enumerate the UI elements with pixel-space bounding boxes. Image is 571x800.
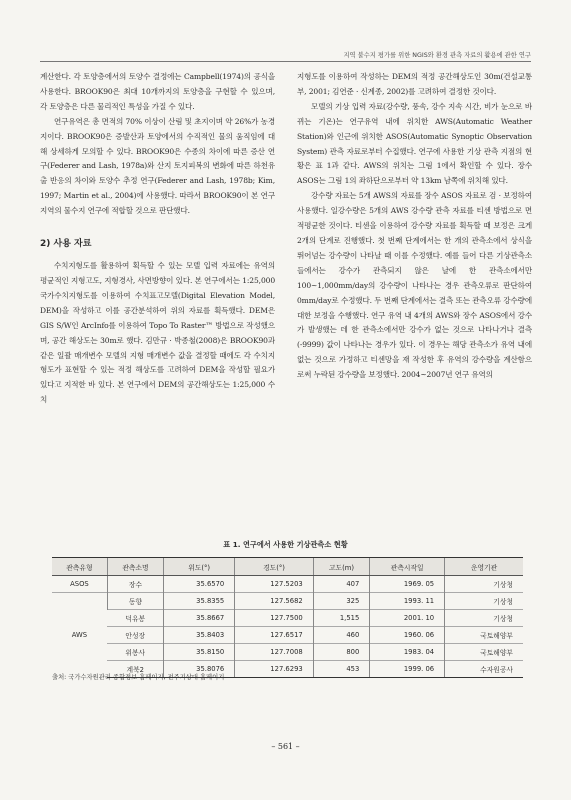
column-header: 운영기관	[445, 558, 523, 576]
paragraph: 모델의 기상 입력 자료(강수량, 풍속, 강수 지속 시간, 비가 눈으로 바뀌는 기온)는 연구유역 내에 위치한 AWS(Automatic Weather Station)와 인근에 위치한 ASOS(Automatic Synoptic Observation System) 관측 자료로부터 수집했다. 연구에 사용한 기상 관측 지점의 현황은 표 1과 같다. AWS의 위치는 그림 1에서 확인할 수 있다. 장수 ASOS는 그림 1의 좌하단으로부터 약 13km 남쪽에 위치해 있다.	[297, 101, 532, 186]
cell-lat: 35.8150	[164, 644, 235, 661]
cell-start: 1960. 06	[370, 627, 445, 644]
cell-agency: 기상청	[445, 576, 523, 593]
paragraph: 계산한다. 각 토양층에서의 토양수 결정에는 Campbell(1974)의 공식을 사용한다. BROOK90은 최대 10개까지의 토양층을 구현할 수 있으며, 각 토양층은 다른 물리적인 특성을 가질 수 있다.	[40, 72, 275, 111]
header-rule	[40, 61, 531, 62]
cell-lat: 35.6570	[164, 576, 235, 593]
cell-name: 장수	[107, 576, 163, 593]
column-header: 관측유형	[52, 558, 107, 576]
cell-start: 1969. 05	[370, 576, 445, 593]
cell-lat: 35.8403	[164, 627, 235, 644]
left-column	[40, 70, 275, 408]
cell-alt: 407	[313, 576, 370, 593]
cell-lon: 127.7008	[235, 644, 313, 661]
cell-name: 덕유봉	[107, 610, 163, 627]
cell-alt: 800	[313, 644, 370, 661]
paragraph: 수치지형도를 활용하여 획득할 수 있는 모델 입력 자료에는 유역의 평균적인 지형고도, 지형경사, 사면방향이 있다. 본 연구에서는 1:25,000 국가수치지형도를 이용하여 수치표고모델(Digital Elevation Model, DEM)을 작성하고 이를 공간분석하여 위의 자료를 획득했다. DEM은 GIS S/W인 ArcInfo를 이용하여 Topo To Raster™ 방법으로 작성했으며, 공간 해상도는 30m로 했다. 김만규 · 박종철(2008)은 BROOK90과 같은 일괄 매개변수 모델의 지형 매개변수 값을 결정할 때에도 각 수치지형도가 표현할 수 있는 적정 해상도를 고려하여 DEM을 작성할 필요가 있다고 지적한 바 있다. 본 연구에서 DEM의 공간해상도는 1:25,000 수치	[40, 261, 275, 405]
column-header: 관측소명	[107, 558, 163, 576]
cell-agency: 국토해양부	[445, 644, 523, 661]
table-row	[52, 593, 523, 610]
cell-lon: 127.7500	[235, 610, 313, 627]
cell-name: 계북2	[107, 661, 163, 678]
table-row	[52, 627, 523, 644]
cell-lat: 35.8076	[164, 661, 235, 678]
cell-alt: 460	[313, 627, 370, 644]
cell-lon: 127.5203	[235, 576, 313, 593]
column-header: 관측시작일	[370, 558, 445, 576]
cell-alt: 1,515	[313, 610, 370, 627]
table-row	[52, 644, 523, 661]
cell-name: 위봉사	[107, 644, 163, 661]
column-header: 경도(°)	[235, 558, 313, 576]
cell-lat: 35.8355	[164, 593, 235, 610]
cell-type: AWS	[52, 593, 107, 678]
cell-agency: 기상청	[445, 593, 523, 610]
cell-start: 1983. 04	[370, 644, 445, 661]
cell-start: 1999. 06	[370, 661, 445, 678]
table-row	[52, 576, 523, 593]
cell-start: 2001. 10	[370, 610, 445, 627]
cell-agency: 수자원공사	[445, 661, 523, 678]
table-title: 표 1. 연구에서 사용한 기상관측소 현황	[223, 540, 348, 549]
section-heading: 2) 사용 자료	[40, 239, 92, 250]
cell-alt: 453	[313, 661, 370, 678]
table-row	[52, 610, 523, 627]
paragraph: 강수량 자료는 5개 AWS의 자료를 장수 ASOS 자료로 검 · 보정하여 사용했다. 일강수량은 5개의 AWS 강수량 관측 자료를 티센 방법으로 면적평균한 것이다. 티센을 이용하여 강수량 자료를 획득할 때 보정은 크게 2개의 단계로 진행했다. 첫 번째 단계에서는 한 개의 관측소에서 상식을 뛰어넘는 강수량이 나타날 때 이를 수정했다. 예를 들어 다른 기상관측소들에서는 강수가 관측되지 않은 날에 한 관측소에서만 100~1,000mm/day의 강수량이 나타나는 경우 관측오류로 판단하여 0mm/day로 수정했다. 두 번째 단계에서는 결측 또는 관측오류 강수량에 대한 보정을 수행했다. 연구 유역 내 4개의 AWS와 장수 ASOS에서 강수가 발생했는 데 한 관측소에서만 강수가 없는 것으로 나타나거나 결측(-9999) 값이 나타나는 경우가 있다. 이 경우는 해당 관측소가 유역 내에 없는 것으로 가정하고 티센망을 재 작성한 후 유역의 강수량을 계산함으로써 누락된 강수량을 보정했다. 2004~2007년 연구 유역의	[297, 191, 532, 380]
table-header-row	[52, 558, 523, 576]
cell-lat: 35.8667	[164, 610, 235, 627]
column-header: 위도(°)	[164, 558, 235, 576]
cell-agency: 국토해양부	[445, 627, 523, 644]
page-number: – 561 –	[271, 742, 300, 751]
paragraph: 연구유역은 총 면적의 70% 이상이 산림 및 초지이며 약 26%가 농경지이다. BROOK90은 증발산과 토양에서의 수직적인 물의 움직임에 대해 상세하게 모의할 수 있다. BROOK90은 수종의 차이에 따른 증산 연구(Federer and Lash, 1978a)와 산지 토지피복의 변화에 따른 하천유출 반응의 차이와 토양수 추정 연구(Federer and Lash, 1978b; Kim, 1997; Martin et al., 2004)에 사용했다. 따라서 BROOK90이 본 연구지역의 물수지 연구에 적합할 것으로 판단했다.	[40, 116, 275, 216]
cell-name: 동향	[107, 593, 163, 610]
cell-agency: 기상청	[445, 610, 523, 627]
paragraph: 지형도를 이용하여 작성하는 DEM의 적정 공간해상도인 30m(건설교통부, 2001; 김연준 · 신계종, 2002)를 고려하여 결정한 것이다.	[297, 72, 532, 96]
cell-lon: 127.5682	[235, 593, 313, 610]
table-source: 출처: 국가수자원관리 종합정보 홈페이지, 전주기상대 홈페이지	[52, 674, 225, 681]
station-table	[52, 557, 523, 678]
cell-lon: 127.6293	[235, 661, 313, 678]
cell-name: 안성장	[107, 627, 163, 644]
cell-lon: 127.6517	[235, 627, 313, 644]
column-header: 고도(m)	[313, 558, 370, 576]
cell-start: 1993. 11	[370, 593, 445, 610]
running-header: 지역 불수지 평가를 위한 NGIS와 환경 관측 자료의 활용에 관한 연구	[343, 52, 531, 59]
right-column	[297, 70, 532, 383]
cell-alt: 325	[313, 593, 370, 610]
cell-type: ASOS	[52, 576, 107, 593]
